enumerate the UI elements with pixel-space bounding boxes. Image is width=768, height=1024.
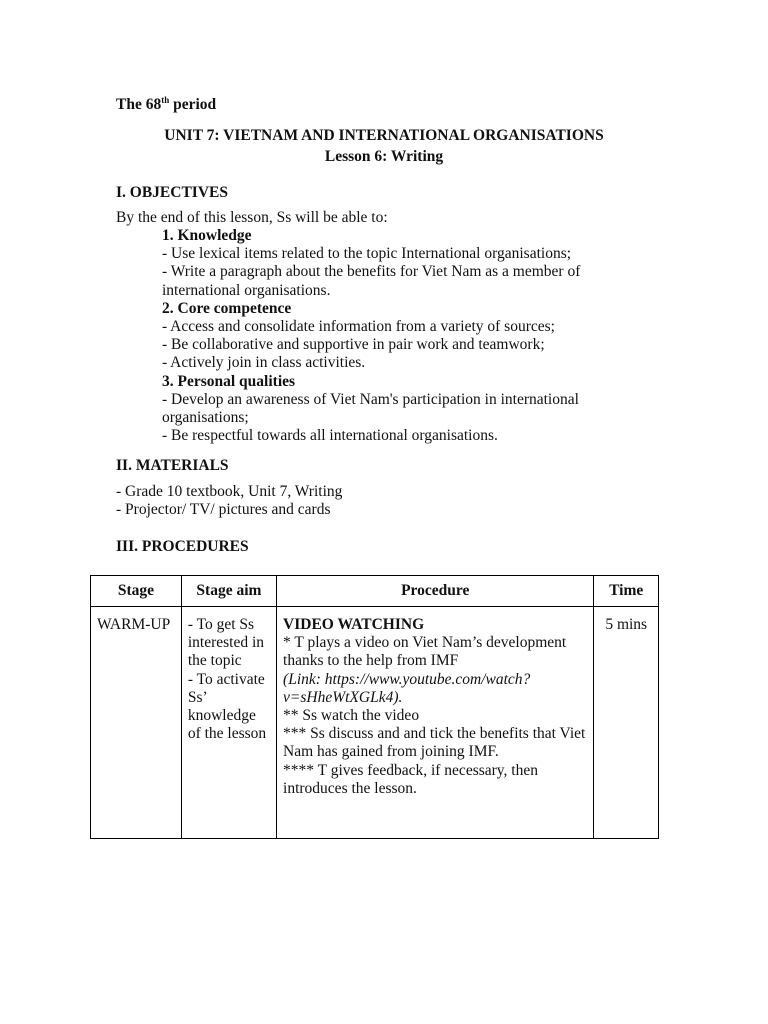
stage-aim-cell bbox=[181, 607, 276, 839]
period-number: The 68 bbox=[116, 96, 162, 113]
materials-item: - Grade 10 textbook, Unit 7, Writing bbox=[116, 483, 343, 500]
procedures-heading: III. PROCEDURES bbox=[116, 538, 249, 555]
period-suffix: period bbox=[169, 96, 217, 113]
time-cell: 5 mins bbox=[594, 607, 659, 839]
materials-item: - Projector/ TV/ pictures and cards bbox=[116, 501, 331, 519]
column-header-stage-aim: Stage aim bbox=[181, 576, 276, 607]
knowledge-item: - Write a paragraph about the benefits for Viet Nam as a member of international organisations. bbox=[162, 263, 581, 299]
procedure-line: * T plays a video on Viet Nam’s development thanks to the help from IMF bbox=[283, 634, 567, 670]
procedures-table bbox=[90, 575, 659, 839]
unit-title: UNIT 7: VIETNAM AND INTERNATIONAL ORGANISATIONS bbox=[164, 127, 604, 144]
procedure-title: VIDEO WATCHING bbox=[283, 616, 425, 633]
qualities-title: 3. Personal qualities bbox=[162, 372, 296, 390]
competence-item: - Access and consolidate information from a variety of sources; bbox=[162, 318, 555, 336]
knowledge-title: 1. Knowledge bbox=[162, 227, 252, 244]
procedure-line: **** T gives feedback, if necessary, then introduces the lesson. bbox=[283, 761, 538, 797]
period-label bbox=[116, 96, 216, 114]
qualities-item: - Develop an awareness of Viet Nam's participation in international organisations; bbox=[162, 390, 579, 427]
qualities-item: - Be respectful towards all international organisations. bbox=[162, 427, 498, 445]
column-header-stage: Stage bbox=[91, 576, 182, 607]
column-header-time: Time bbox=[594, 576, 659, 607]
objectives-heading: I. OBJECTIVES bbox=[116, 184, 228, 201]
stage-cell: WARM-UP bbox=[91, 607, 182, 839]
table-row bbox=[91, 607, 659, 839]
procedure-line: *** Ss discuss and and tick the benefits that Viet Nam has gained from joining IMF. bbox=[283, 725, 586, 761]
materials-heading: II. MATERIALS bbox=[116, 457, 229, 474]
video-link: (Link: https://www.youtube.com/watch?v=sHheWtXGLk4). bbox=[283, 670, 531, 706]
stage-aim-item: - To get Ss interested in the topic bbox=[187, 616, 265, 670]
knowledge-item: - Use lexical items related to the topic International organisations; bbox=[162, 245, 572, 263]
objectives-list bbox=[162, 227, 642, 445]
lesson-title: Lesson 6: Writing bbox=[324, 148, 444, 165]
stage-aim-item: - To activate Ss’ knowledge of the lesson bbox=[187, 670, 267, 743]
period-superscript: th bbox=[161, 95, 170, 105]
procedure-cell bbox=[277, 607, 594, 839]
table-header-row bbox=[91, 576, 659, 607]
materials-list bbox=[116, 483, 342, 519]
competence-item: - Be collaborative and supportive in pair work and teamwork; bbox=[162, 336, 545, 354]
competence-item: - Actively join in class activities. bbox=[162, 354, 366, 372]
procedure-line: ** Ss watch the video bbox=[283, 707, 420, 725]
column-header-procedure: Procedure bbox=[277, 576, 594, 607]
competence-title: 2. Core competence bbox=[162, 299, 292, 317]
objectives-intro: By the end of this lesson, Ss will be able to: bbox=[116, 209, 388, 226]
